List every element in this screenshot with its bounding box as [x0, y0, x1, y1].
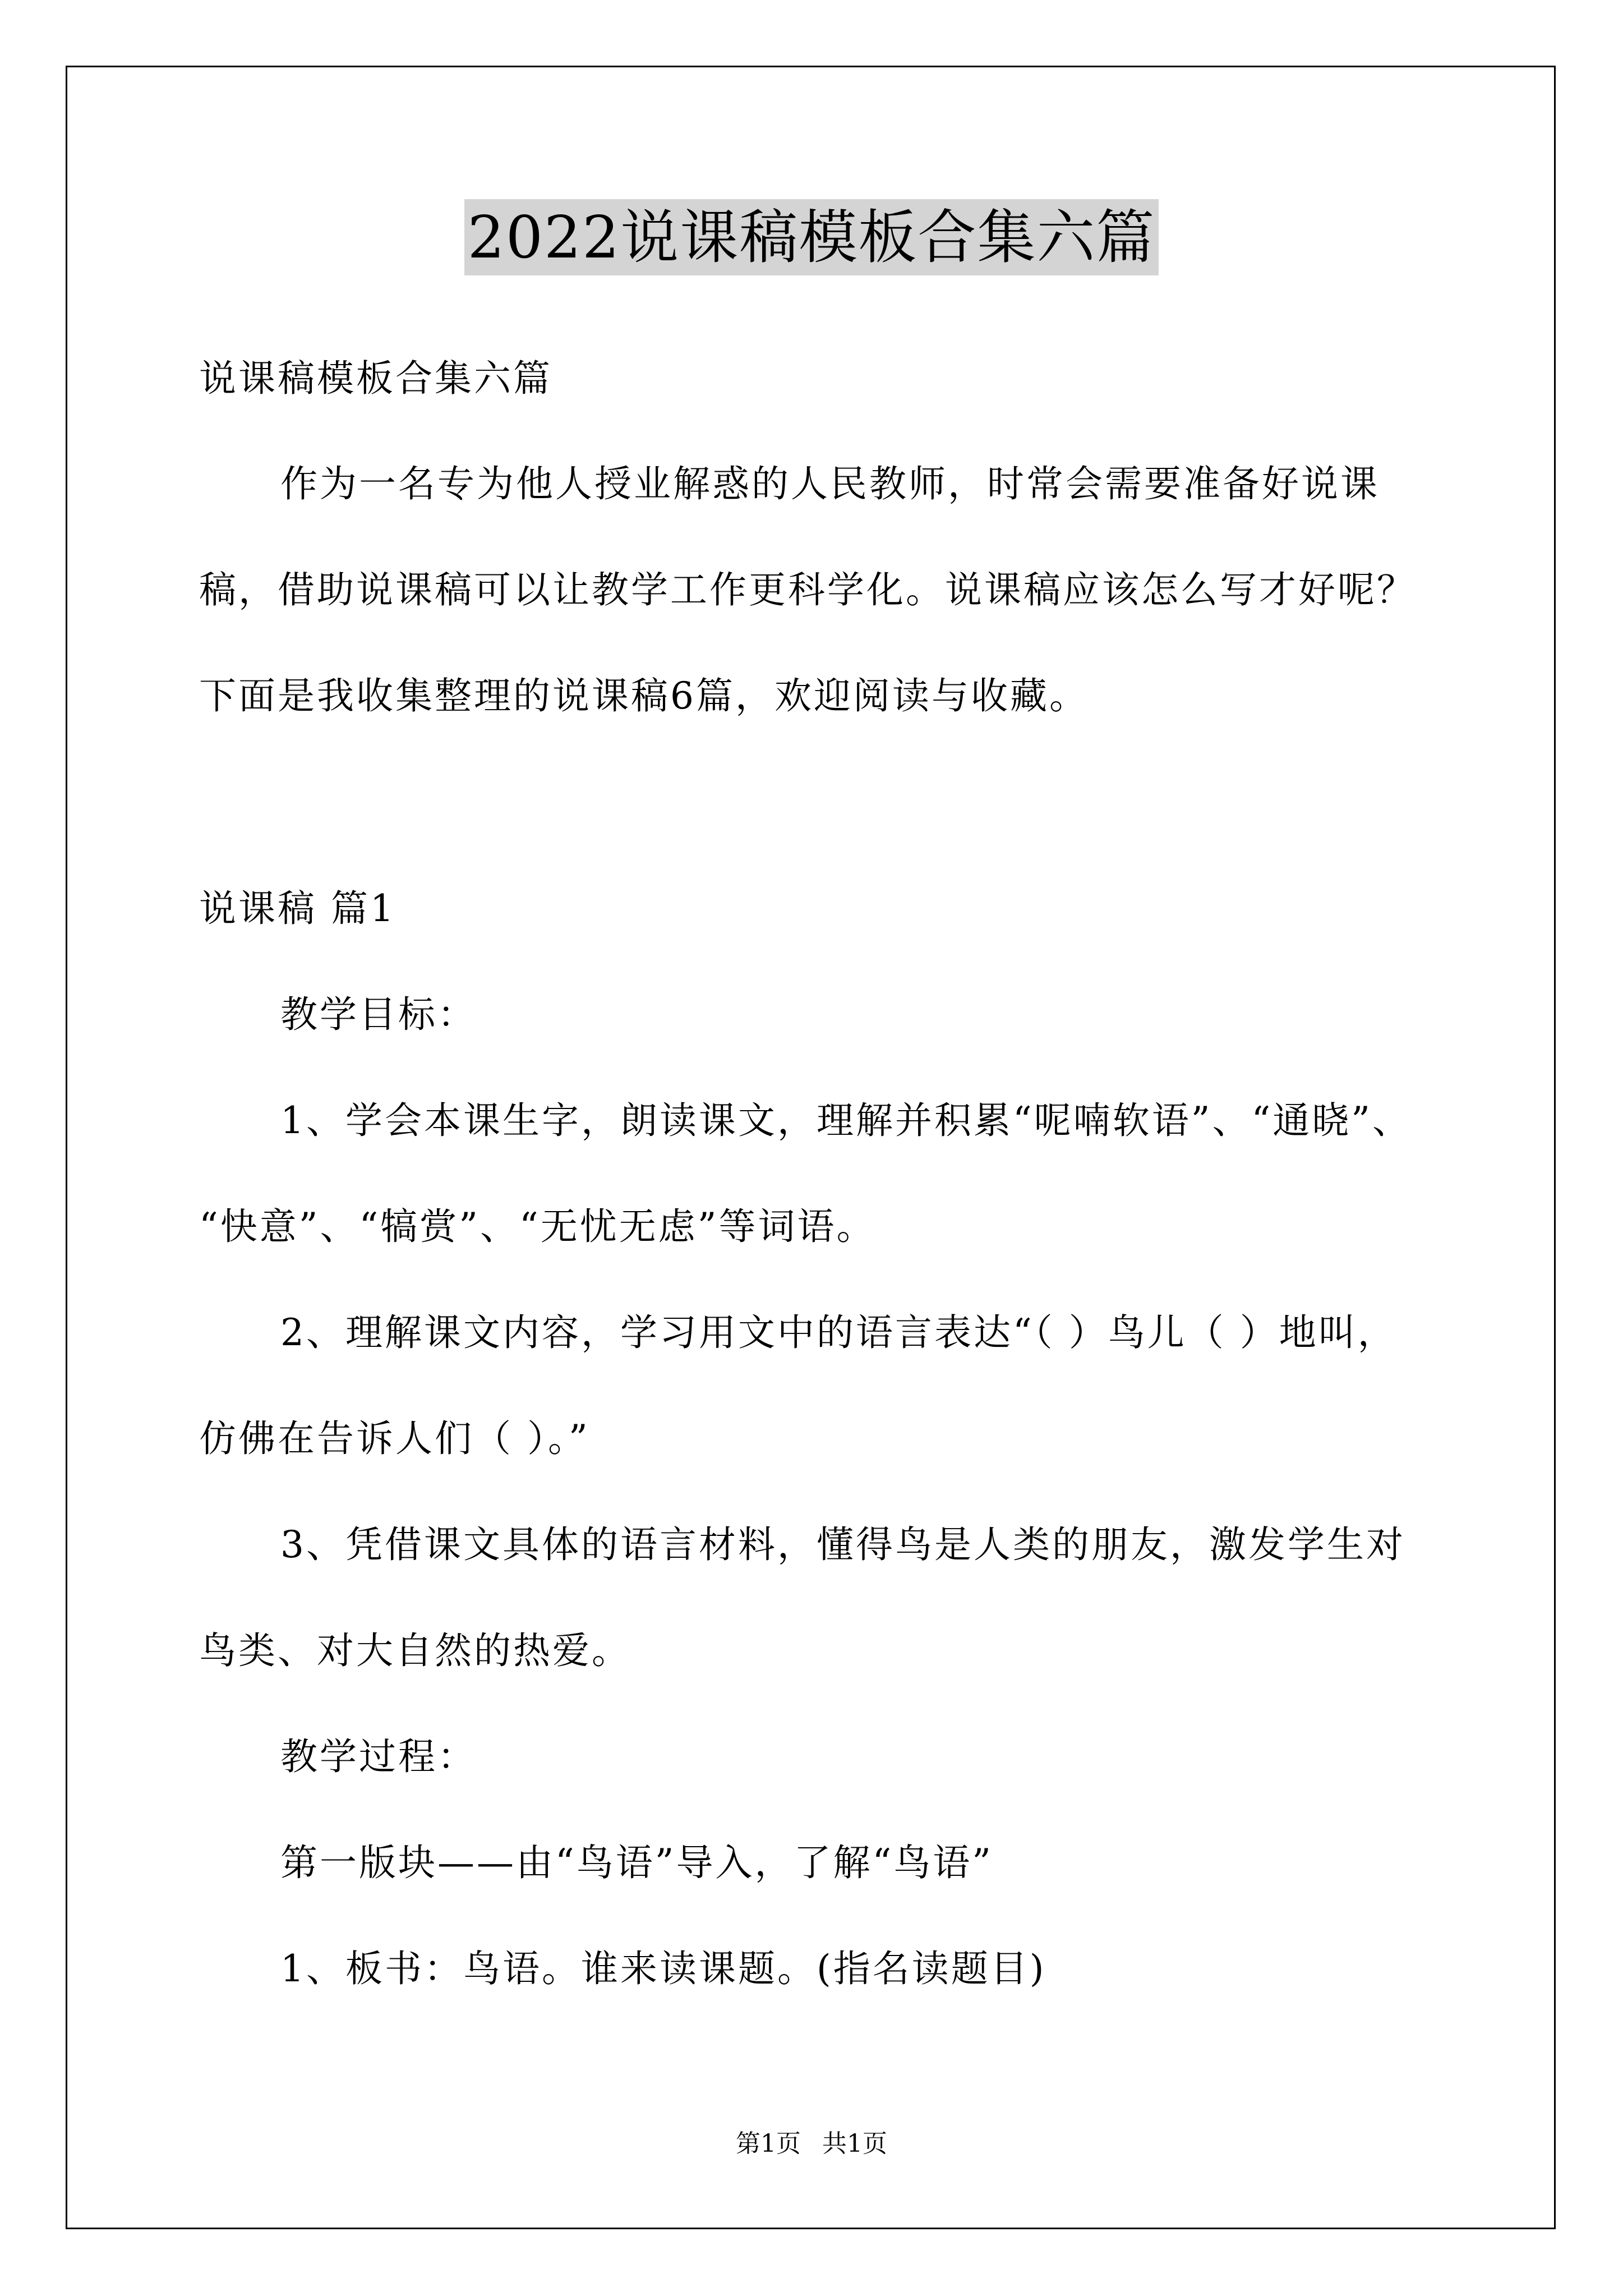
intro-line-3: 下面是我收集整理的说课稿6篇，欢迎阅读与收藏。 [199, 674, 1089, 717]
intro-line-2: 稿，借助说课稿可以让教学工作更科学化。说课稿应该怎么写才好呢？ [199, 568, 1416, 611]
page-footer [0, 2127, 1623, 2161]
intro-line-1: 作为一名专为他人授业解惑的人民教师，时常会需要准备好说课 [280, 462, 1380, 505]
step-1: 1、板书：鸟语。谁来读课题。(指名读题目) [280, 1947, 1046, 1990]
goal-2-line-1: 2、理解课文内容，学习用文中的语言表达“（ ）鸟儿（ ）地叫， [280, 1311, 1397, 1354]
teaching-goals-label: 教学目标： [280, 993, 477, 1036]
goal-1-line-2: “快意”、“犒赏”、“无忧无虑”等词语。 [199, 1205, 876, 1248]
goal-3-line-2: 鸟类、对大自然的热爱。 [199, 1629, 631, 1672]
document-subtitle: 说课稿模板合集六篇 [199, 357, 552, 400]
goal-2-line-2: 仿佛在告诉人们（ ）。” [199, 1417, 590, 1460]
block-1-heading: 第一版块——由“鸟语”导入，了解“鸟语” [280, 1841, 993, 1884]
section-heading: 说课稿 篇1 [199, 887, 396, 930]
process-label: 教学过程： [280, 1735, 477, 1778]
goal-1-line-1: 1、学会本课生字，朗读课文，理解并积累“呢喃软语”、“通晓”、 [280, 1099, 1412, 1142]
title-container [0, 199, 1623, 275]
page-total: 共1页 [822, 2129, 887, 2158]
document-title: 2022说课稿模板合集六篇 [464, 199, 1159, 275]
goal-3-line-1: 3、凭借课文具体的语言材料，懂得鸟是人类的朋友，激发学生对 [280, 1523, 1405, 1566]
page-number: 第1页 [736, 2129, 801, 2158]
